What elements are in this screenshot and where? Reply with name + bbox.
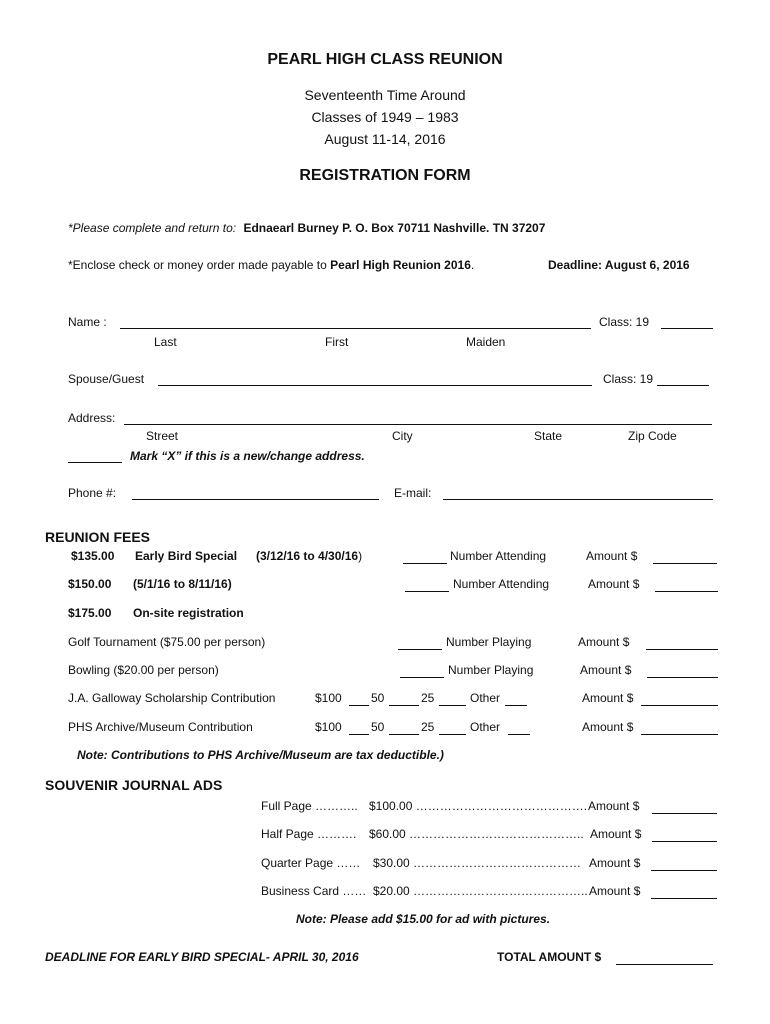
address-label: Address:	[68, 411, 116, 425]
name-label: Name :	[68, 315, 107, 329]
total-amount-field[interactable]	[616, 964, 713, 965]
archive-amount-field[interactable]	[641, 734, 718, 735]
ad-business-amount-field[interactable]	[651, 898, 717, 899]
archive-50: 50	[371, 720, 385, 734]
ad-business-label: Business Card ……	[261, 884, 367, 898]
archive-25-field[interactable]	[439, 734, 466, 735]
name-field[interactable]	[120, 328, 591, 329]
archive-25: 25	[421, 720, 435, 734]
payee-name: Pearl High Reunion 2016	[330, 258, 471, 272]
bowling-amount-field[interactable]	[647, 677, 718, 678]
scholarship-amount-label: Amount $	[582, 691, 634, 705]
ad-full-label: Full Page ………..	[261, 799, 358, 813]
reunion-classes: Classes of 1949 – 1983	[311, 109, 459, 125]
scholarship-50: 50	[371, 691, 385, 705]
spouse-class-label: Class: 19	[603, 372, 654, 386]
reunion-fees-heading: REUNION FEES	[45, 529, 151, 545]
early-bird-deadline: DEADLINE FOR EARLY BIRD SPECIAL- APRIL 30, 2016	[45, 950, 359, 964]
tax-deductible-note: Note: Contributions to PHS Archive/Museum are tax deductible.)	[77, 748, 444, 762]
street-caption: Street	[146, 429, 179, 443]
spouse-field[interactable]	[158, 385, 592, 386]
ad-quarter-label: Quarter Page ……	[261, 856, 361, 870]
registration-deadline: Deadline: August 6, 2016	[548, 258, 690, 272]
scholarship-25: 25	[421, 691, 435, 705]
reunion-theme: Seventeenth Time Around	[304, 87, 466, 103]
payment-instruction	[68, 259, 474, 271]
scholarship-25-field[interactable]	[439, 705, 466, 706]
regular-price: $150.00	[68, 577, 112, 591]
phone-field[interactable]	[132, 499, 379, 500]
bowling-playing-field[interactable]	[400, 677, 444, 678]
early-bird-amount-field[interactable]	[653, 563, 717, 564]
maiden-name-caption: Maiden	[466, 335, 506, 349]
class-label: Class: 19	[599, 315, 650, 329]
scholarship-100: $100	[315, 691, 342, 705]
early-bird-attending-label: Number Attending	[450, 549, 547, 563]
early-bird-label: Early Bird Special	[135, 549, 238, 563]
ad-pictures-note: Note: Please add $15.00 for ad with pictures.	[295, 912, 551, 926]
bowling-amount-label: Amount $	[580, 663, 632, 677]
ad-full-amount-label: Amount $	[588, 799, 640, 813]
state-caption: State	[534, 429, 563, 443]
address-change-note: Mark “X” if this is a new/change address.	[130, 449, 365, 463]
payee-period: .	[470, 258, 475, 272]
ad-full-price: $100.00 …………………………………….	[369, 799, 588, 813]
ad-half-label: Half Page ……….	[261, 827, 357, 841]
bowling-playing-label: Number Playing	[448, 663, 534, 677]
scholarship-other: Other	[470, 691, 501, 705]
return-instruction	[68, 222, 545, 234]
golf-label: Golf Tournament ($75.00 per person)	[68, 635, 266, 649]
address-change-mark-field[interactable]	[68, 462, 122, 463]
souvenir-heading: SOUVENIR JOURNAL ADS	[45, 777, 223, 793]
return-address: Ednaearl Burney P. O. Box 70711 Nashville. TN 37207	[243, 221, 546, 235]
archive-amount-label: Amount $	[582, 720, 634, 734]
regular-amount-field[interactable]	[655, 591, 718, 592]
early-bird-amount-label: Amount $	[586, 549, 638, 563]
archive-other: Other	[470, 720, 501, 734]
ad-half-amount-label: Amount $	[590, 827, 642, 841]
ad-business-amount-label: Amount $	[589, 884, 641, 898]
form-heading: PEARL HIGH CLASS REUNION	[267, 51, 503, 68]
golf-playing-field[interactable]	[398, 649, 442, 650]
archive-100: $100	[315, 720, 342, 734]
archive-other-field[interactable]	[508, 734, 530, 735]
reunion-dates: August 11-14, 2016	[324, 131, 446, 147]
spouse-label: Spouse/Guest	[68, 372, 145, 386]
early-bird-price: $135.00	[71, 549, 115, 563]
email-field[interactable]	[443, 499, 713, 500]
onsite-price: $175.00	[68, 606, 112, 620]
registration-form-title: REGISTRATION FORM	[299, 167, 471, 184]
first-name-caption: First	[325, 335, 349, 349]
ad-full-amount-field[interactable]	[652, 813, 717, 814]
scholarship-100-field[interactable]	[349, 705, 369, 706]
onsite-label: On-site registration	[133, 606, 244, 620]
ad-business-price: $20.00 ……………………………………..	[373, 884, 588, 898]
golf-playing-label: Number Playing	[446, 635, 532, 649]
archive-label: PHS Archive/Museum Contribution	[68, 720, 253, 734]
address-field[interactable]	[124, 424, 712, 425]
ad-half-price: $60.00 ……………………………………..	[369, 827, 584, 841]
early-bird-attending-field[interactable]	[403, 563, 447, 564]
scholarship-amount-field[interactable]	[641, 705, 718, 706]
ad-quarter-price: $30.00 ……………………………………	[373, 856, 582, 870]
city-caption: City	[392, 429, 413, 443]
early-bird-dates: (3/12/16 to 4/30/16)	[256, 549, 363, 563]
regular-dates: (5/1/16 to 8/11/16)	[133, 577, 232, 591]
regular-attending-field[interactable]	[405, 591, 449, 592]
archive-100-field[interactable]	[349, 734, 369, 735]
archive-50-field[interactable]	[389, 734, 419, 735]
check-label: *Enclose check or money order made payable to	[68, 258, 327, 272]
zip-caption: Zip Code	[628, 429, 677, 443]
ad-quarter-amount-label: Amount $	[589, 856, 641, 870]
spouse-class-field[interactable]	[657, 385, 709, 386]
regular-attending-label: Number Attending	[453, 577, 550, 591]
ad-half-amount-field[interactable]	[652, 841, 717, 842]
regular-amount-label: Amount $	[588, 577, 640, 591]
ad-quarter-amount-field[interactable]	[651, 870, 717, 871]
bowling-label: Bowling ($20.00 per person)	[68, 663, 219, 677]
golf-amount-field[interactable]	[646, 649, 718, 650]
email-label: E-mail:	[394, 486, 432, 500]
return-label: *Please complete and return to:	[68, 221, 237, 235]
last-name-caption: Last	[154, 335, 177, 349]
scholarship-50-field[interactable]	[389, 705, 419, 706]
scholarship-label: J.A. Galloway Scholarship Contribution	[68, 691, 276, 705]
class-year-field[interactable]	[661, 328, 713, 329]
total-amount-label: TOTAL AMOUNT $	[497, 950, 602, 964]
golf-amount-label: Amount $	[578, 635, 630, 649]
phone-label: Phone #:	[68, 486, 117, 500]
scholarship-other-field[interactable]	[505, 705, 527, 706]
